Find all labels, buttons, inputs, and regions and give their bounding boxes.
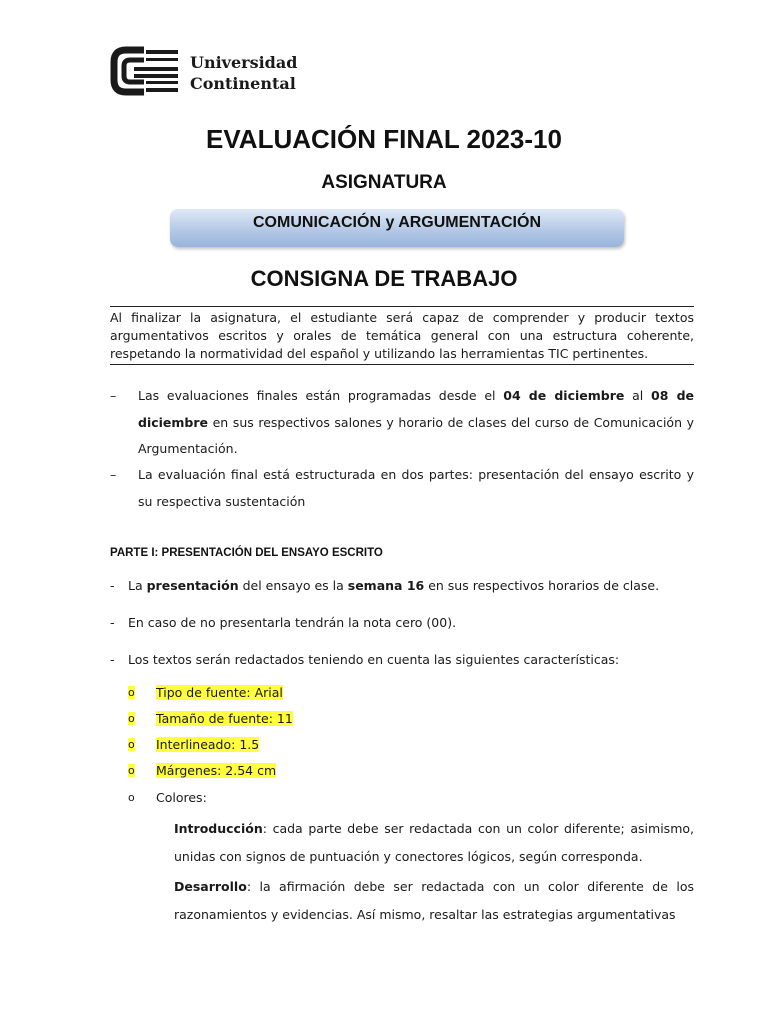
list-item bbox=[128, 790, 207, 805]
list-item bbox=[156, 815, 694, 871]
bullet-hyphen: - bbox=[110, 652, 115, 667]
bullet-date-end: 08 de diciembre bbox=[138, 388, 694, 430]
format-spec-highlighted: Interlineado: 1.5 bbox=[156, 737, 260, 752]
list-item bbox=[156, 873, 694, 929]
bullet-hyphen: - bbox=[110, 578, 115, 593]
item-label: Introducción bbox=[174, 821, 263, 836]
bullet-hyphen: - bbox=[110, 615, 115, 630]
bullet-text: La evaluación final está estructurada en dos partes: presentación del ensayo escrito y su respectiva sustentación bbox=[138, 467, 694, 509]
section-title: PARTE I: PRESENTACIÓN DEL ENSAYO ESCRITO bbox=[110, 547, 383, 559]
logo-icon bbox=[108, 44, 180, 98]
item-bold: semana 16 bbox=[347, 578, 425, 593]
bullet-date-start: 04 de diciembre bbox=[503, 388, 625, 403]
list-item bbox=[110, 615, 694, 630]
bullet-dash: – bbox=[110, 388, 117, 403]
assignment-heading: CONSIGNA DE TRABAJO bbox=[250, 266, 518, 291]
bullet-circle: o bbox=[128, 764, 135, 777]
list-item bbox=[128, 685, 283, 700]
list-item bbox=[128, 711, 293, 726]
bullet-dash: – bbox=[110, 467, 117, 482]
format-spec: Colores: bbox=[156, 790, 207, 805]
item-text: En caso de no presentarla tendrán la nota cero (00). bbox=[128, 615, 457, 630]
list-item bbox=[110, 383, 694, 463]
logo-line-1: Universidad bbox=[190, 53, 298, 72]
format-spec-highlighted: Márgenes: 2.54 cm bbox=[156, 763, 277, 778]
bullet-circle: o bbox=[128, 712, 135, 725]
item-text: : cada parte debe ser redactada con un color diferente; asimismo, unidas con signos de puntuación y conectores lógicos, según corresponda. bbox=[174, 821, 694, 864]
item-text: : la afirmación debe ser redactada con un color diferente de los razonamientos y evidencias. Así mismo, resaltar las estrategias argumentativas bbox=[174, 879, 694, 922]
bullet-text: al bbox=[624, 388, 652, 403]
format-spec-highlighted: Tipo de fuente: Arial bbox=[156, 685, 283, 700]
item-text: Los textos serán redactados teniendo en cuenta las siguientes características: bbox=[128, 652, 620, 667]
course-name-banner: COMUNICACIÓN y ARGUMENTACIÓN bbox=[170, 209, 624, 247]
list-item bbox=[110, 578, 694, 593]
item-text: en sus respectivos horarios de clase. bbox=[424, 578, 660, 593]
subject-heading: ASIGNATURA bbox=[321, 172, 447, 193]
item-text: La bbox=[128, 578, 147, 593]
item-text: del ensayo es la bbox=[238, 578, 348, 593]
bullet-text: Las evaluaciones finales están programadas desde el bbox=[138, 388, 504, 403]
learning-outcome: Al finalizar la asignatura, el estudiante será capaz de comprender y producir textos argumentativos escritos y orales de temática general con una estructura coherente, respetando la normatividad del español y utilizando las herramientas TIC pertinentes. bbox=[110, 306, 694, 365]
list-item bbox=[110, 652, 694, 667]
list-item bbox=[110, 462, 694, 515]
logo-wordmark bbox=[190, 52, 297, 94]
logo-line-2: Continental bbox=[190, 74, 296, 93]
item-bold: presentación bbox=[146, 578, 239, 593]
format-spec-highlighted: Tamaño de fuente: 11 bbox=[156, 711, 293, 726]
bullet-text: en sus respectivos salones y horario de clases del curso de Comunicación y Argumentación. bbox=[138, 414, 694, 456]
list-item bbox=[128, 763, 276, 778]
bullet-circle: o bbox=[128, 738, 135, 751]
item-label: Desarrollo bbox=[174, 879, 247, 894]
bullet-circle: o bbox=[128, 686, 135, 699]
list-item bbox=[128, 737, 259, 752]
page-title: EVALUACIÓN FINAL 2023-10 bbox=[206, 124, 562, 154]
bullet-circle: o bbox=[128, 791, 135, 804]
